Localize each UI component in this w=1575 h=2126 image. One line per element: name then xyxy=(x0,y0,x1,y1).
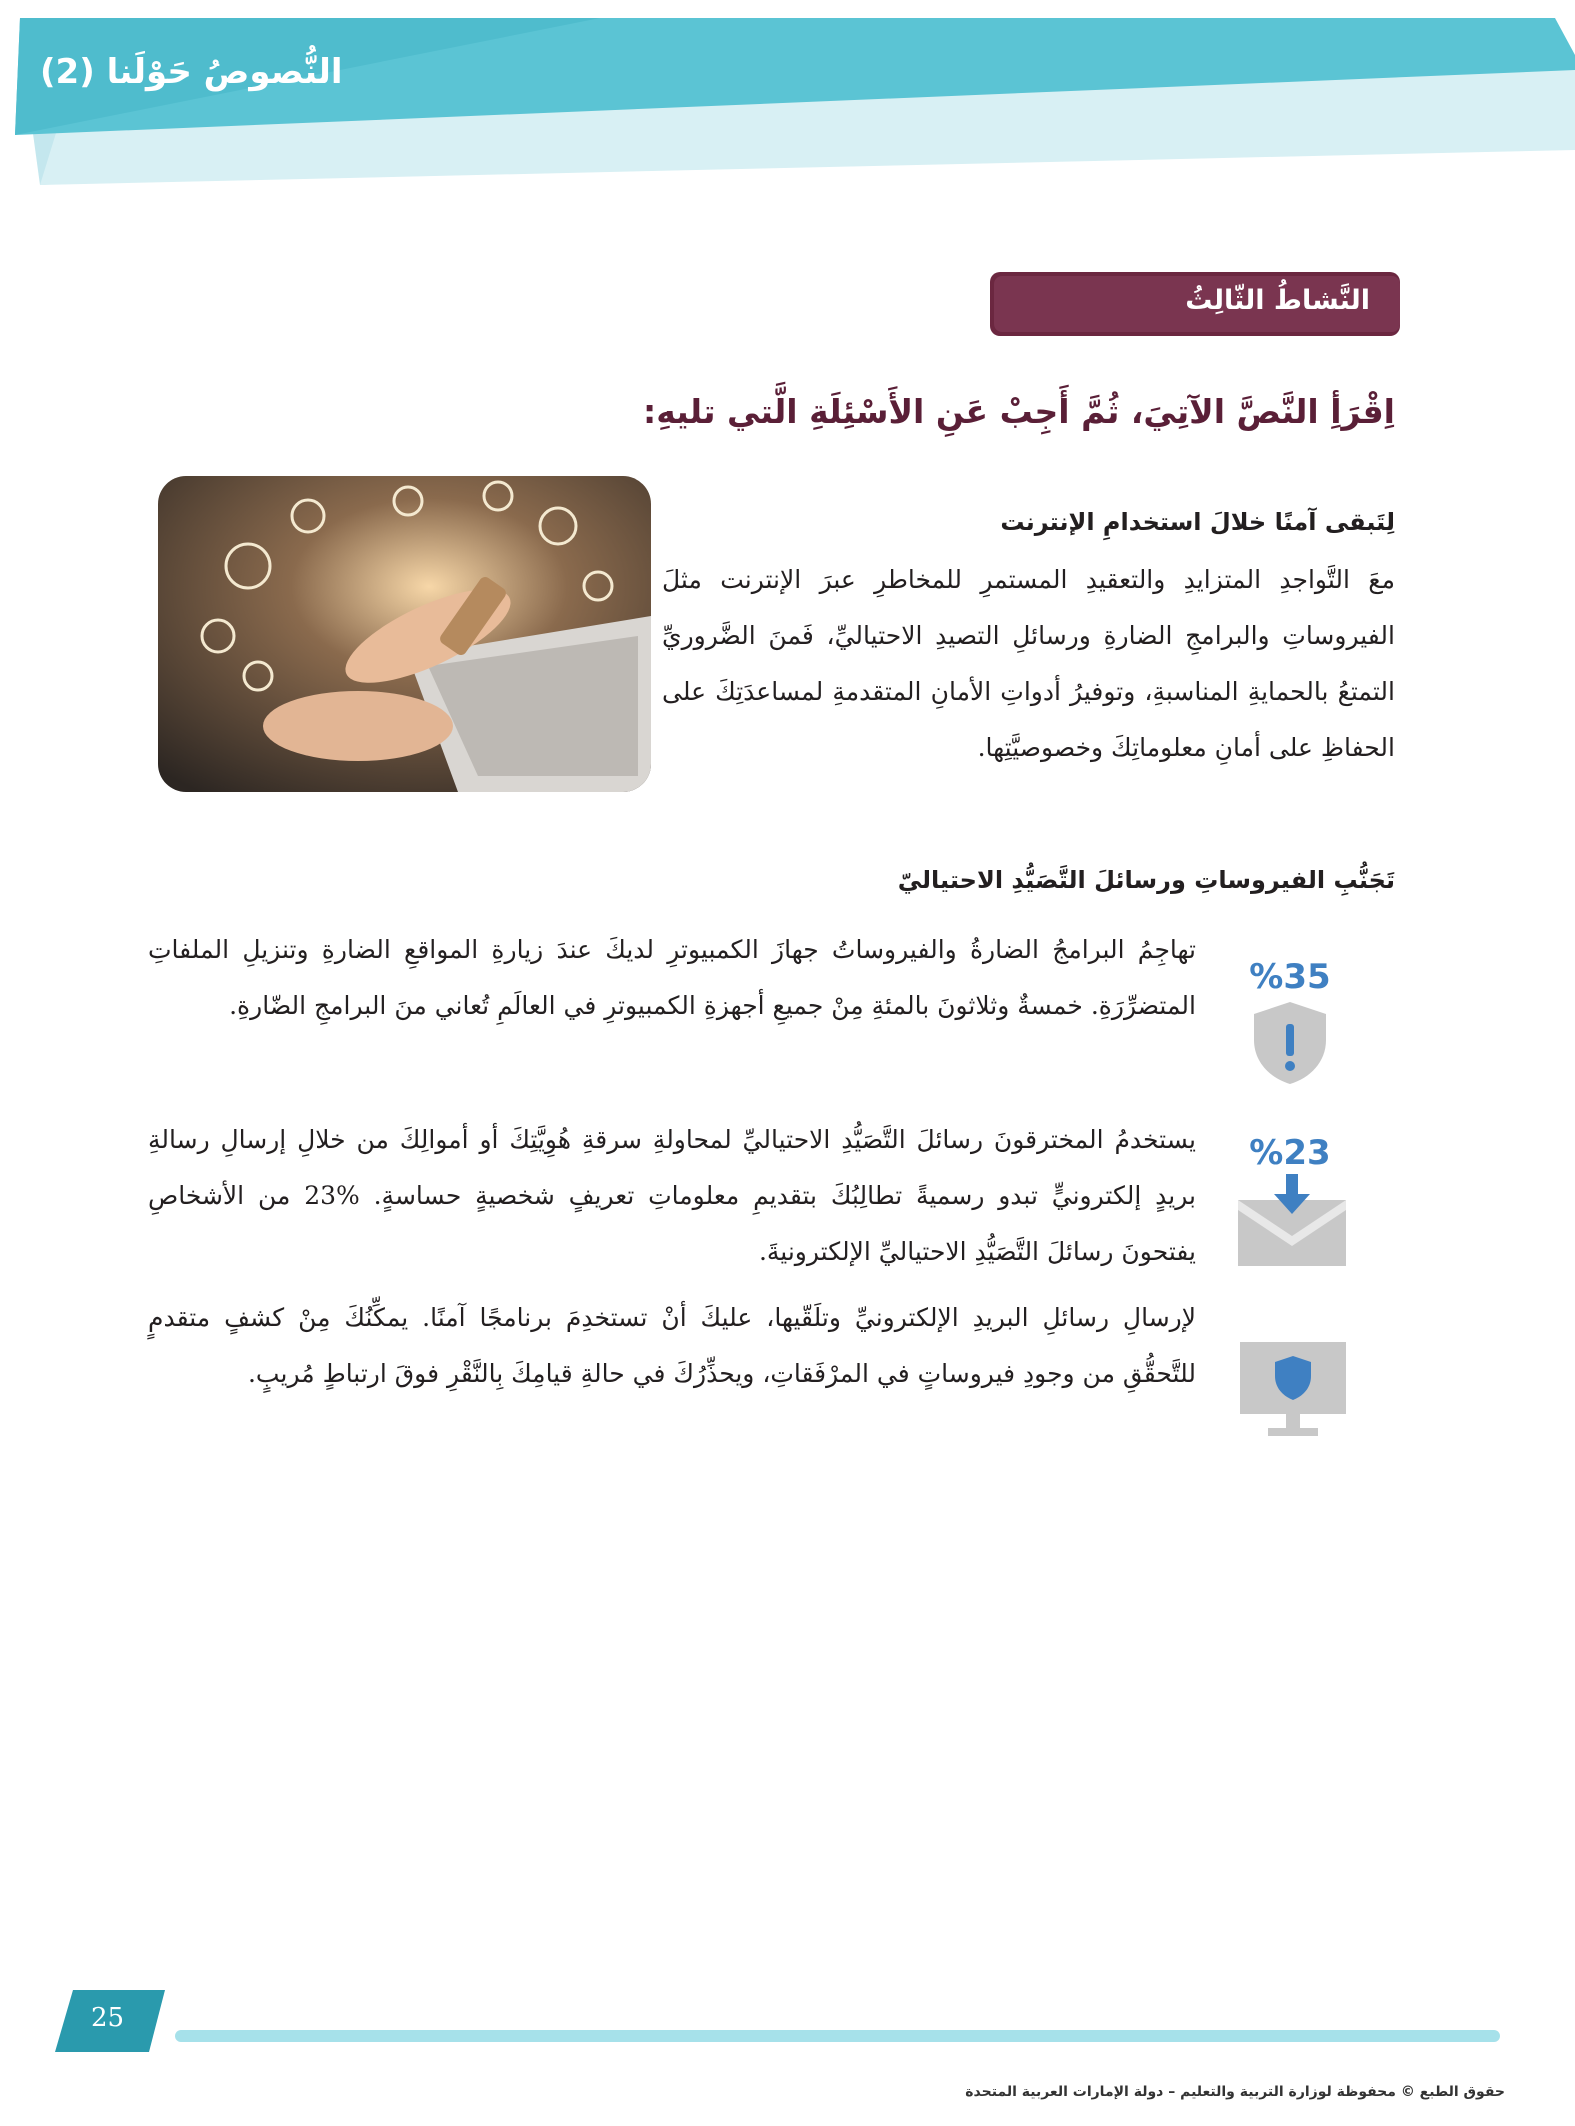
stat-phishing-percent: %23 xyxy=(1249,1133,1331,1173)
section-heading-safe-internet: لِتَبقى آمنًا خلالَ استخدامِ الإنترنت xyxy=(1000,508,1395,536)
instruction-heading: اِقْرَأِ النَّصَّ الآتِيَ، ثُمَّ أَجِبْ عَنِ الأَسْئِلَةِ الَّتي تليهِ: xyxy=(643,392,1395,431)
envelope-download-icon xyxy=(1236,1172,1348,1268)
list-item-malware: تهاجِمُ البرامجُ الضارةُ والفيروساتُ جهازَ الكمبيوترِ لديكَ عندَ زيارةِ المواقعِ الضارةِ وتنزيلِ الملفاتِ المتضرِّرَةِ. خمسةٌ وثلاثونَ بالمئةِ مِنْ جميعِ أجهزةِ الكمبيوترِ في العالَمِ تُعاني منَ البرامجِ الضّارةِ. xyxy=(148,935,1196,1020)
section-paragraph: معَ التَّواجدِ المتزايدِ والتعقيدِ المستمرِ للمخاطرِ عبرَ الإنترنت مثلَ الفيروساتِ والبرامجِ الضارةِ ورسائلِ التصيدِ الاحتياليِّ، فَمنَ الضَّروريِّ التمتعُ بالحمايةِ المناسبةِ، وتوفيرُ أدواتِ الأمانِ المتقدمةِ لمساعدَتِكَ على الحفاظِ على أمانِ معلوماتِكَ وخصوصيَّتِها. xyxy=(662,565,1395,762)
page-title: النُّصوصُ حَوْلَنا (2) xyxy=(40,52,343,92)
list-item-phishing: يستخدمُ المخترقونَ رسائلَ التَّصَيُّدِ الاحتياليِّ لمحاولةِ سرقةِ هُوِيَّتِكَ أو أموالِكَ من خلالِ إرسالِ رسالةِ بريدٍ إلكترونيٍّ تبدو رسميةً تطالِبُكَ بتقديمِ معلوماتِ تعريفٍ شخصيةٍ حساسةٍ. %23 من الأشخاصِ يفتحونَ رسائلَ التَّصَيُّدِ الاحتياليِّ الإلكترونيةَ. xyxy=(148,1125,1196,1266)
copyright-notice: حقوق الطبع © محفوظة لوزارة التربية والتعليم – دولة الإمارات العربية المتحدة xyxy=(965,2084,1505,2100)
shield-exclamation-icon xyxy=(1252,1000,1328,1086)
monitor-shield-icon xyxy=(1238,1340,1348,1440)
list-item-secure-email: لإرسالِ رسائلِ البريدِ الإلكترونيِّ وتلَقّيها، عليكَ أنْ تستخدِمَ برنامجًا آمنًا. يمكِّنُكَ مِنْ كشفٍ متقدمٍ للتَّحقُّقِ من وجودِ فيروساتٍ في المرْفَقاتِ، ويحذِّرُكَ في حالةِ قيامِكَ بِالنَّقْرِ فوقَ ارتباطٍ مُريبٍ. xyxy=(148,1303,1196,1388)
section-heading-avoid-viruses: تَجَنُّبِ الفيروساتِ ورسائلَ التَّصَيُّدِ الاحتياليّ xyxy=(897,866,1395,894)
stat-malware-percent: %35 xyxy=(1249,957,1331,997)
activity-label: النَّشاطُ الثّالِثُ xyxy=(1185,285,1370,316)
header-banner xyxy=(0,0,1575,200)
page-number: 25 xyxy=(90,2003,125,2033)
footer-bar xyxy=(175,2030,1500,2042)
hand-laptop-photo xyxy=(158,476,651,792)
